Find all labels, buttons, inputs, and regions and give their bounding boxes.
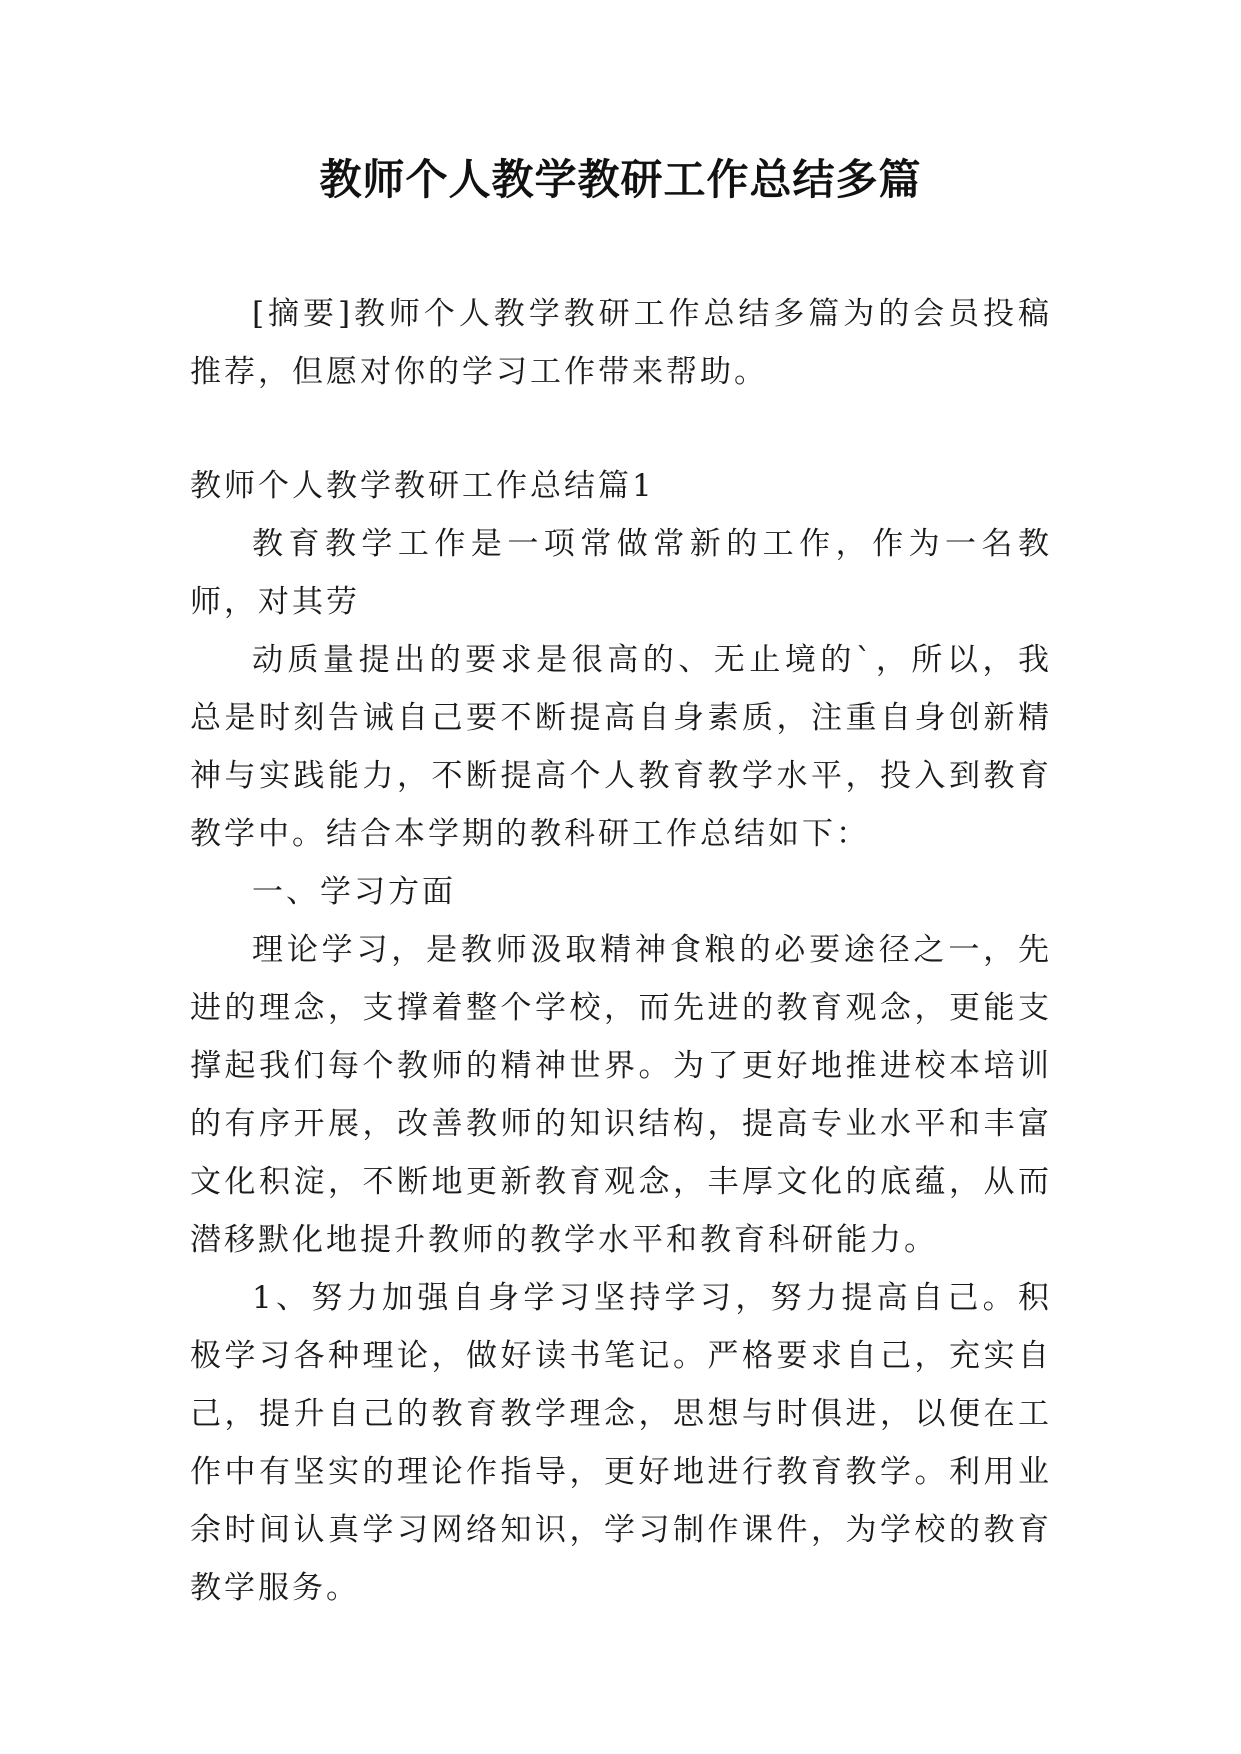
abstract-paragraph: [摘要]教师个人教学教研工作总结多篇为的会员投稿推荐，但愿对你的学习工作带来帮助。 [190,296,1052,390]
paragraph-2: 动质量提出的要求是很高的、无止境的`，所以，我总是时刻告诫自己要不断提高自身素质，注重自身创新精神与实践能力，不断提高个人教育教学水平，投入到教育教学中。结合本学期的教科研工作总结如下： [190,642,1052,852]
paragraph-4: 1、努力加强自身学习坚持学习，努力提高自己。积极学习各种理论，做好读书笔记。严格要求自己，充实自己，提升自己的教育教学理念，思想与时俱进，以便在工作中有坚实的理论作指导，更好地进行教育教学。利用业余时间认真学习网络知识，学习制作课件，为学校的教育教学服务。 [190,1280,1052,1606]
paragraph-3: 理论学习，是教师汲取精神食粮的必要途径之一，先进的理念，支撑着整个学校，而先进的教育观念，更能支撑起我们每个教师的精神世界。为了更好地推进校本培训的有序开展，改善教师的知识结构，提高专业水平和丰富文化积淀，不断地更新教育观念，丰厚文化的底蕴，从而潜移默化地提升教师的教学水平和教育科研能力。 [190,932,1052,1258]
section-title: 教师个人教学教研工作总结篇1 [190,468,655,504]
document-body [190,285,1052,1617]
document-title: 教师个人教学教研工作总结多篇 [319,155,922,204]
subsection-heading: 一、学习方面 [252,874,456,910]
paragraph-1: 教育教学工作是一项常做常新的工作，作为一名教师，对其劳 [190,526,1052,620]
